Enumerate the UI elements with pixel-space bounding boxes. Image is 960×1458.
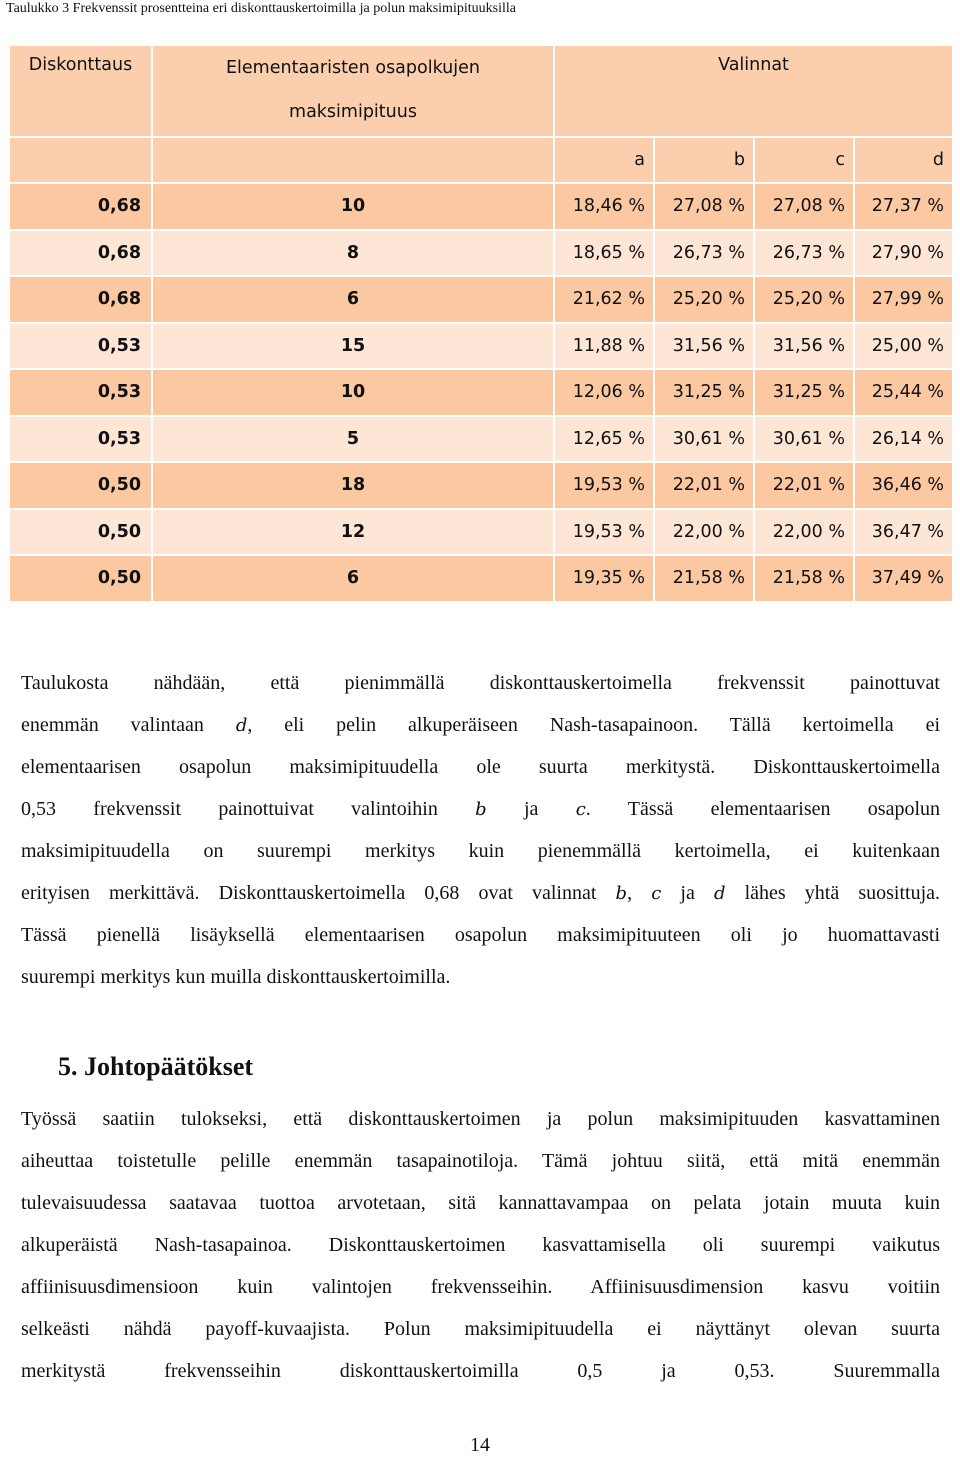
cell-d: 27,99 % bbox=[854, 276, 953, 323]
cell-disc: 0,53 bbox=[9, 416, 152, 463]
header-max-length-line1: Elementaaristen osapolkujen bbox=[226, 58, 480, 78]
header-discount: Diskonttaus bbox=[9, 45, 152, 137]
cell-c: 31,56 % bbox=[754, 323, 854, 370]
cell-disc: 0,68 bbox=[9, 183, 152, 230]
cell-disc: 0,50 bbox=[9, 555, 152, 602]
cell-disc: 0,50 bbox=[9, 462, 152, 509]
cell-c: 22,01 % bbox=[754, 462, 854, 509]
table-row bbox=[9, 555, 953, 602]
cell-b: 30,61 % bbox=[654, 416, 754, 463]
cell-max: 5 bbox=[152, 416, 554, 463]
text-line: Taulukosta nähdään, että pienimmällä diskonttauskertoimella frekvenssit painottuvat bbox=[21, 672, 940, 694]
text-line: erityisen merkittävä. Diskonttauskertoimella 0,68 ovat valinnat b, c ja d lähes yhtä suosittuja. bbox=[21, 882, 941, 904]
text-line: selkeästi nähdä payoff-kuvaajista. Polun maksimipituudella ei näyttänyt olevan suurta bbox=[21, 1318, 940, 1340]
cell-disc: 0,53 bbox=[9, 369, 152, 416]
cell-max: 6 bbox=[152, 555, 554, 602]
text-line: affiinisuusdimensioon kuin valintojen frekvensseihin. Affiinisuusdimension kasvu voitiin bbox=[21, 1276, 940, 1298]
table-row bbox=[9, 509, 953, 556]
cell-c: 21,58 % bbox=[754, 555, 854, 602]
cell-a: 21,62 % bbox=[554, 276, 654, 323]
cell-b: 26,73 % bbox=[654, 230, 754, 277]
header-max-length-line2: maksimipituus bbox=[289, 102, 417, 122]
cell-d: 36,47 % bbox=[854, 509, 953, 556]
cell-d: 25,00 % bbox=[854, 323, 953, 370]
header-choice-d: d bbox=[854, 137, 953, 183]
page-number: 14 bbox=[470, 1434, 490, 1456]
frequency-table bbox=[8, 44, 954, 603]
text-line: elementaarisen osapolun maksimipituudella ole suurta merkitystä. Diskonttauskertoimella bbox=[21, 756, 940, 778]
table-row bbox=[9, 276, 953, 323]
text-line: enemmän valintaan d, eli pelin alkuperäiseen Nash-tasapainoon. Tällä kertoimella ei bbox=[21, 714, 941, 736]
cell-disc: 0,50 bbox=[9, 509, 152, 556]
table-caption: Taulukko 3 Frekvenssit prosentteina eri diskonttauskertoimilla ja polun maksimipituuksilla bbox=[6, 1, 516, 16]
text-line: aiheuttaa toistetulle pelille enemmän tasapainotiloja. Tämä johtuu siitä, että mitä enemmän bbox=[21, 1150, 940, 1172]
cell-c: 30,61 % bbox=[754, 416, 854, 463]
cell-b: 27,08 % bbox=[654, 183, 754, 230]
section-heading: 5. Johtopäätökset bbox=[58, 1052, 254, 1081]
cell-disc: 0,53 bbox=[9, 323, 152, 370]
cell-a: 12,65 % bbox=[554, 416, 654, 463]
cell-a: 19,53 % bbox=[554, 462, 654, 509]
table-row bbox=[9, 369, 953, 416]
cell-max: 10 bbox=[152, 369, 554, 416]
text-line: Tässä pienellä lisäyksellä elementaarisen osapolun maksimipituuteen oli jo huomattavasti bbox=[21, 924, 940, 946]
cell-c: 26,73 % bbox=[754, 230, 854, 277]
cell-a: 18,65 % bbox=[554, 230, 654, 277]
cell-d: 37,49 % bbox=[854, 555, 953, 602]
text-line: tulevaisuudessa saatavaa tuottoa arvotetaan, sitä kannattavampaa on pelata jotain muuta kuin bbox=[21, 1192, 940, 1214]
table-row bbox=[9, 183, 953, 230]
cell-max: 12 bbox=[152, 509, 554, 556]
table-row bbox=[9, 462, 953, 509]
header-choice-a: a bbox=[554, 137, 654, 183]
cell-max: 10 bbox=[152, 183, 554, 230]
cell-max: 18 bbox=[152, 462, 554, 509]
cell-a: 19,35 % bbox=[554, 555, 654, 602]
text-line: 0,53 frekvenssit painottuivat valintoihin b ja c. Tässä elementaarisen osapolun bbox=[21, 798, 941, 820]
cell-a: 19,53 % bbox=[554, 509, 654, 556]
table-row bbox=[9, 230, 953, 277]
cell-a: 12,06 % bbox=[554, 369, 654, 416]
cell-b: 22,00 % bbox=[654, 509, 754, 556]
cell-b: 25,20 % bbox=[654, 276, 754, 323]
text-line: suurempi merkitys kun muilla diskonttauskertoimilla. bbox=[21, 966, 451, 988]
cell-c: 25,20 % bbox=[754, 276, 854, 323]
cell-disc: 0,68 bbox=[9, 230, 152, 277]
text-line: Työssä saatiin tulokseksi, että diskonttauskertoimen ja polun maksimipituuden kasvattaminen bbox=[21, 1108, 940, 1130]
cell-d: 26,14 % bbox=[854, 416, 953, 463]
table-subheader-row bbox=[9, 137, 953, 183]
cell-disc: 0,68 bbox=[9, 276, 152, 323]
cell-c: 22,00 % bbox=[754, 509, 854, 556]
table-header-row bbox=[9, 45, 953, 137]
cell-c: 27,08 % bbox=[754, 183, 854, 230]
header-choices: Valinnat bbox=[554, 45, 953, 137]
text-line: merkitystä frekvensseihin diskonttauskertoimilla 0,5 ja 0,53. Suuremmalla bbox=[21, 1360, 940, 1382]
cell-max: 8 bbox=[152, 230, 554, 277]
cell-d: 36,46 % bbox=[854, 462, 953, 509]
cell-b: 31,56 % bbox=[654, 323, 754, 370]
cell-max: 15 bbox=[152, 323, 554, 370]
cell-b: 22,01 % bbox=[654, 462, 754, 509]
table-row bbox=[9, 323, 953, 370]
header-max-length bbox=[152, 45, 554, 137]
cell-a: 18,46 % bbox=[554, 183, 654, 230]
text-line: alkuperäistä Nash-tasapainoa. Diskonttauskertoimen kasvattamisella oli suurempi vaikutus bbox=[21, 1234, 940, 1256]
cell-d: 25,44 % bbox=[854, 369, 953, 416]
paragraph-table-discussion bbox=[21, 662, 940, 998]
text-line: maksimipituudella on suurempi merkitys kuin pienemmällä kertoimella, ei kuitenkaan bbox=[21, 840, 940, 862]
cell-b: 31,25 % bbox=[654, 369, 754, 416]
header-choice-c: c bbox=[754, 137, 854, 183]
cell-b: 21,58 % bbox=[654, 555, 754, 602]
cell-d: 27,90 % bbox=[854, 230, 953, 277]
cell-c: 31,25 % bbox=[754, 369, 854, 416]
header-choice-b: b bbox=[654, 137, 754, 183]
table-row bbox=[9, 416, 953, 463]
cell-max: 6 bbox=[152, 276, 554, 323]
cell-a: 11,88 % bbox=[554, 323, 654, 370]
paragraph-conclusions bbox=[21, 1098, 940, 1392]
cell-d: 27,37 % bbox=[854, 183, 953, 230]
